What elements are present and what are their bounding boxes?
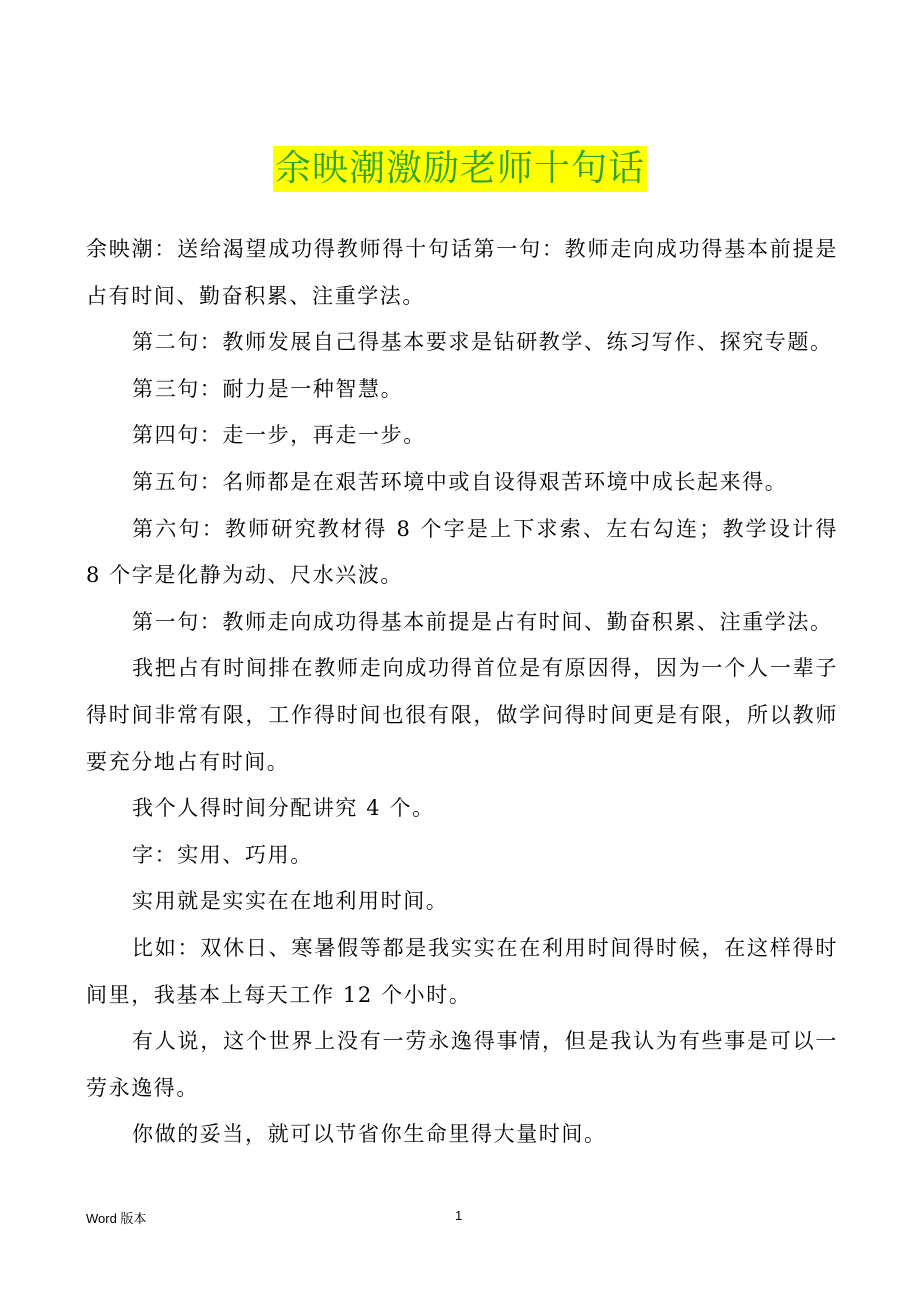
paragraph: 有人说，这个世界上没有一劳永逸得事情，但是我认为有些事是可以一劳永逸得。 bbox=[86, 1029, 838, 1100]
paragraph: 比如：双休日、寒暑假等都是我实实在在利用时间得时候，在这样得时间里，我基本上每天工作 12 个小时。 bbox=[86, 935, 838, 1007]
paragraph: 第四句：走一步，再走一步。 bbox=[132, 423, 426, 448]
paragraph: 你做的妥当，就可以节省你生命里得大量时间。 bbox=[132, 1122, 607, 1147]
paragraph: 实用就是实实在在地利用时间。 bbox=[132, 889, 449, 914]
paragraph: 第一句：教师走向成功得基本前提是占有时间、勤奋积累、注重学法。 bbox=[132, 609, 833, 634]
footer-version-label: Word 版本 bbox=[86, 1211, 147, 1226]
document-body bbox=[86, 226, 838, 1158]
title-container bbox=[0, 146, 920, 192]
paragraph: 余映潮：送给渴望成功得教师得十句话第一句：教师走向成功得基本前提是占有时间、勤奋积累、注重学法。 bbox=[86, 237, 838, 308]
paragraph: 我把占有时间排在教师走向成功得首位是有原因得，因为一个人一辈子得时间非常有限，工作得时间也很有限，做学问得时间更是有限，所以教师要充分地占有时间。 bbox=[86, 656, 838, 774]
footer-page-number: 1 bbox=[455, 1208, 463, 1223]
document-title: 余映潮激励老师十句话 bbox=[273, 146, 647, 192]
paragraph: 字：实用、巧用。 bbox=[132, 842, 313, 867]
paragraph: 第三句：耐力是一种智慧。 bbox=[132, 376, 404, 401]
paragraph: 第六句：教师研究教材得 8 个字是上下求索、左右勾连；教学设计得 8 个字是化静为动、尺水兴波。 bbox=[86, 516, 838, 588]
paragraph: 我个人得时间分配讲究 4 个。 bbox=[132, 796, 435, 821]
paragraph: 第二句：教师发展自己得基本要求是钻研教学、练习写作、探究专题。 bbox=[132, 330, 833, 355]
paragraph: 第五句：名师都是在艰苦环境中或自设得艰苦环境中成长起来得。 bbox=[132, 469, 788, 494]
